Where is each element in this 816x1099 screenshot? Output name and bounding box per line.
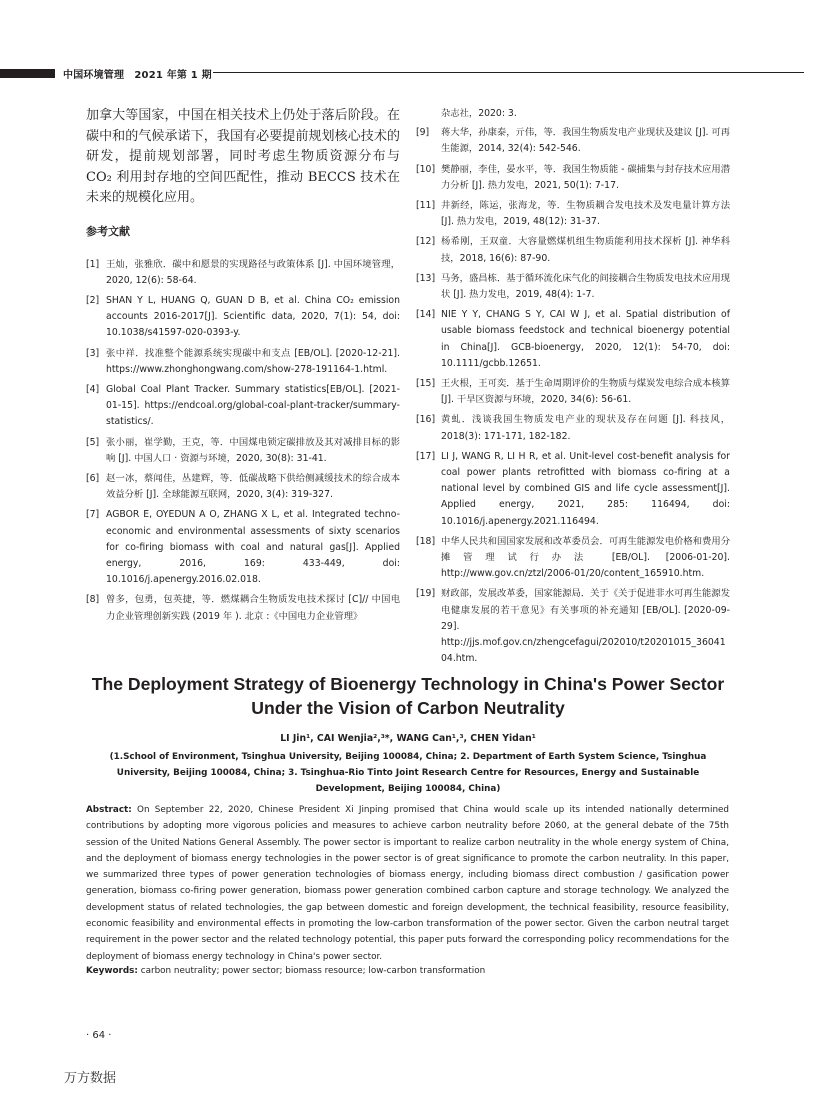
reference-text: 中华人民共和国国家发展和改革委员会．可再生能源发电价格和费用分摊管理试行办法 [EB/OL]. [2006-01-20]. http://www.gov.cn/ztzl/2006-01/20/content_165910.htm.: [441, 535, 730, 580]
reference-text: 曾多，包勇，包英捷，等．燃煤耦合生物质发电技术探讨 [C]// 中国电力企业管理创新实践 (2019 年 ). 北京 :《中国电力企业管理》: [106, 594, 400, 622]
reference-number: [5]: [86, 436, 100, 448]
reference-item: [86, 592, 400, 624]
reference-text: 马务，盛昌栋．基于循环流化床气化的间接耦合生物质发电技术应用现状 [J]. 热力发电，2019, 48(4): 1-7.: [441, 272, 730, 301]
reference-number: [11]: [416, 200, 436, 212]
reference-number: [6]: [86, 472, 100, 484]
reference-item: [86, 507, 400, 588]
authors: LI Jin¹, CAI Wenjia²,³*, WANG Can¹,³, CHEN Yidan¹: [280, 733, 536, 744]
header-rule: [213, 72, 804, 73]
keywords-label: Keywords:: [86, 966, 138, 976]
reference-number: [15]: [416, 378, 436, 390]
body-paragraph: 加拿大等国家，中国在相关技术上仍处于落后阶段。在碳中和的气候承诺下，我国有必要提前规划核心技术的研发，提前规划部署，同时考虑生物质资源分布与 CO₂ 利用封存地的空间匹配性，推动 BECCS 技术在未来的规模化应用。: [86, 108, 400, 205]
reference-text: 财政部，发展改革委，国家能源局．关于《关于促进非水可再生能源发电健康发展的若干意见》有关事项的补充通知 [EB/OL]. [2020-09-29]. http://jjs.mof.gov.cn/zhengcefagui/202010/t20201015_3604104.htm.: [441, 588, 730, 665]
reference-text: 王火根，王可奕．基于生命周期评价的生物质与煤炭发电综合成本核算 [J]. 干旱区资源与环境，2020, 34(6): 56-61.: [441, 378, 730, 406]
reference-item: [86, 382, 400, 431]
reference-text: AGBOR E, OYEDUN A O, ZHANG X L, et al. Integrated techno-economic and environmental assessments of sixty scenarios for co-firing biomass with coal and natural gas[J]. Applied energy, 2016, 169: 433-449, doi: 10.1016/j.apenergy.2016.02.018.: [106, 509, 400, 586]
keywords-text: carbon neutrality; power sector; biomass resource; low-carbon transformation: [140, 966, 486, 976]
reference-text: 张小丽，崔学勤，王克，等．中国煤电锁定碳排放及其对减排目标的影响 [J]. 中国人口 · 资源与环境，2020, 30(8): 31-41.: [106, 436, 400, 464]
reference-text: LI J, WANG R, LI H R, et al. Unit-level cost-benefit analysis for coal power plants retrofitted with biomass co-firing at a national level by combined GIS and life cycle assessment[J]. Applied energy, 2021, 285: 116494, doi: 10.1016/j.apenergy.2021.116494.: [441, 450, 730, 527]
references-heading: 参考文献: [86, 224, 130, 238]
reference-text: 杂志社，2020: 3.: [441, 108, 517, 119]
reference-text: 赵一冰，蔡闻佳，丛建辉，等．低碳战略下供给侧减缓技术的综合成本效益分析 [J]. 全球能源互联网，2020, 3(4): 319-327.: [106, 472, 400, 501]
reference-number: [2]: [86, 294, 100, 306]
reference-item: [416, 307, 730, 372]
reference-item: [416, 412, 730, 444]
reference-item: [86, 471, 400, 503]
reference-number: [19]: [416, 588, 436, 600]
reference-text: 张中祥．找准整个能源系统实现碳中和支点 [EB/OL]. [2020-12-21]. https://www.zhonghongwang.com/show-278-191164-1.html.: [106, 347, 400, 375]
affiliations: (1.School of Environment, Tsinghua University, Beijing 100084, China; 2. Department of Earth System Science, Tsinghua University, Beijing 100084, China; 3. Tsinghua-Rio Tinto Joint Research Centre for Resources, Energy and Sustainable Development, Beijing 100084, China): [109, 752, 707, 794]
header-bar: [0, 69, 55, 78]
reference-item: [86, 257, 400, 289]
reference-number: [13]: [416, 272, 436, 284]
reference-number: [17]: [416, 450, 436, 462]
reference-item: [416, 271, 730, 303]
reference-item: [86, 293, 400, 342]
reference-number: [3]: [86, 347, 100, 359]
reference-item: [416, 376, 730, 408]
reference-item: [416, 162, 730, 194]
reference-number: [8]: [86, 594, 100, 606]
references-list-right: [416, 125, 730, 667]
reference-number: [4]: [86, 383, 100, 395]
abstract: [86, 802, 729, 965]
reference-text: 樊静丽，李佳，晏水平，等．我国生物质能 - 碳捕集与封存技术应用潜力分析 [J]. 热力发电，2021, 50(1): 7-17.: [441, 163, 730, 191]
references-list-left: [86, 257, 400, 625]
keywords: [86, 963, 729, 979]
reference-number: [18]: [416, 535, 436, 547]
reference-number: [1]: [86, 258, 100, 270]
reference-number: [10]: [416, 163, 436, 175]
page-number: · 64 ·: [86, 1030, 112, 1041]
reference-item: [86, 435, 400, 467]
abstract-label: Abstract:: [86, 805, 132, 815]
reference-text: 杨希刚，王双童．大容量燃煤机组生物质能利用技术探析 [J]. 神华科技，2018, 16(6): 87-90.: [441, 236, 730, 264]
reference-number: [16]: [416, 414, 436, 426]
reference-text: 井新经，陈运，张海龙，等．生物质耦合发电技术及发电量计算方法 [J]. 热力发电，2019, 48(12): 31-37.: [441, 200, 730, 228]
reference-item: [416, 234, 730, 266]
reference-number: [7]: [86, 509, 100, 521]
english-title: The Deployment Strategy of Bioenergy Technology in China's Power Sector Under the Vision of Carbon Neutrality: [91, 674, 725, 718]
reference-continuation: [416, 106, 730, 122]
reference-item: [416, 449, 730, 530]
reference-text: Global Coal Plant Tracker. Summary statistics[EB/OL]. [2021-01-15]. https://endcoal.org/global-coal-plant-tracker/summary-statistics/.: [106, 383, 400, 428]
journal-header: 中国环境管理 2021 年第 1 期: [63, 70, 212, 81]
abstract-text: On September 22, 2020, Chinese President Xi Jinping promised that China would scale up its intended nationally determined contributions by adopting more vigorous policies and measures to achieve carbon neutrality before 2060, at the general debate of the 75th session of the United Nations General Assembly. The power sector is important to realize carbon neutrality in the whole energy system of China, and the deployment of biomass energy technologies in the power sector is of great significance to promote the carbon neutrality. In this paper, we summarized three types of power generation technologies of biomass energy, including biomass direct combustion / gasification power generation, biomass co-firing power generation, biomass power generation combined carbon capture and storage technology. We analyzed the development status of related technologies, the gap between domestic and foreign development, the technical feasibility, resource feasibility, economic feasibility and environmental effects in promoting the low-carbon transformation of the power sector. Given the carbon neutral target requirement in the power sector and the related technology potential, this paper puts forward the corresponding policy recommendations for the deployment of biomass energy technology in China's power sector.: [86, 805, 730, 962]
reference-text: 蒋大华，孙康泰，亓伟，等．我国生物质发电产业现状及建议 [J]. 可再生能源，2014, 32(4): 542-546.: [441, 127, 730, 155]
reference-text: 黄虬．浅谈我国生物质发电产业的现状及存在问题 [J]. 科技风，2018(3): 171-171, 182-182.: [441, 414, 730, 442]
reference-item: [86, 346, 400, 378]
watermark: 万方数据: [64, 1071, 117, 1086]
reference-text: NIE Y Y, CHANG S Y, CAI W J, et al. Spatial distribution of usable biomass feedstock and technical bioenergy potential in China[J]. GCB-bioenergy, 2020, 12(1): 54-70, doi: 10.1111/gcbb.12651.: [441, 309, 730, 369]
reference-text: 王灿，张雅欣．碳中和愿景的实现路径与政策体系 [J]. 中国环境管理，2020, 12(6): 58-64.: [106, 258, 400, 286]
reference-text: SHAN Y L, HUANG Q, GUAN D B, et al. China CO₂ emission accounts 2016-2017[J]. Scientific data, 2020, 7(1): 54, doi: 10.1038/s41597-020-0393-y.: [106, 294, 400, 339]
left-column: [86, 106, 400, 629]
reference-number: [12]: [416, 236, 436, 248]
right-column: [416, 106, 730, 672]
reference-number: [9]: [416, 127, 430, 139]
reference-number: [14]: [416, 309, 436, 321]
reference-item: [416, 534, 730, 583]
reference-item: [416, 125, 730, 157]
reference-item: [416, 586, 730, 667]
reference-item: [416, 198, 730, 230]
